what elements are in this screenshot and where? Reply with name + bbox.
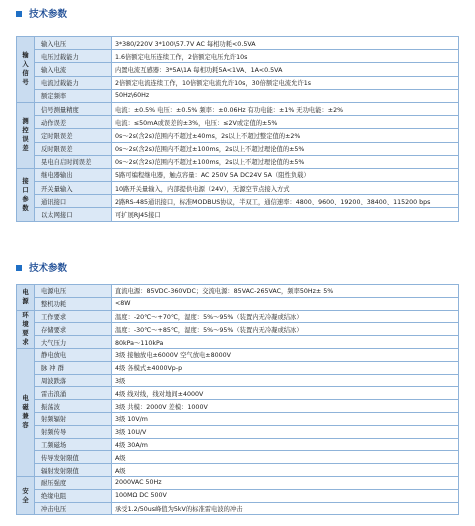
param-name: 工作要求 <box>35 310 112 323</box>
spec-row <box>17 400 459 413</box>
param-name: 通讯接口 <box>35 195 112 208</box>
param-value: 温度：-30℃～+85℃，湿度：5%～95%（装置内无冷凝或结冰） <box>112 323 459 336</box>
param-value: 电流：≤50mA或误差的±3%，电压：≤2V或定值的±5% <box>112 116 459 129</box>
param-value: 3*380/220V 3*100\57.7V AC 每相功耗<0.5VA <box>112 37 459 50</box>
param-value: 0s～2s(含2s)范围内不超过±100ms，2s以上不超过理论值的±5% <box>112 142 459 155</box>
param-name: 晃电自启时间误差 <box>35 155 112 168</box>
category-label: 环境要求 <box>22 312 29 347</box>
section-title-2 <box>16 261 67 277</box>
param-value: 可扩展RJ45接口 <box>112 208 459 221</box>
param-name: 脉 冲 群 <box>35 361 112 374</box>
param-name: 周波跌落 <box>35 374 112 387</box>
category-cell <box>17 476 35 514</box>
spec-row <box>17 502 459 515</box>
square-bullet-icon <box>16 265 22 271</box>
param-name: 继电器输出 <box>35 168 112 181</box>
spec-row <box>17 63 459 76</box>
spec-row <box>17 116 459 129</box>
param-value: 承受1.2/50us峰值为5kV的标准雷电波的冲击 <box>112 502 459 515</box>
param-name: 输入电压 <box>35 37 112 50</box>
param-value: 4级 线对线，线对地间±4000V <box>112 387 459 400</box>
category-label: 安全 <box>22 487 29 504</box>
param-name: 射频辐射 <box>35 412 112 425</box>
spec-table-2 <box>16 284 459 515</box>
param-value: 80kPa～110kPa <box>112 336 459 349</box>
param-name: 信号测量精度 <box>35 102 112 115</box>
param-value: A级 <box>112 451 459 464</box>
spec-row <box>17 142 459 155</box>
spec-row <box>17 476 459 489</box>
param-value: 3级 接触放电±6000V 空气放电±8000V <box>112 348 459 361</box>
param-value: A级 <box>112 464 459 477</box>
spec-table-1-body <box>17 37 459 222</box>
param-value: 直流电源：85VDC-360VDC；交流电源：85VAC-265VAC，频率50Hz± 5% <box>112 285 459 298</box>
param-name: 大气压力 <box>35 336 112 349</box>
spec-row <box>17 195 459 208</box>
spec-row <box>17 310 459 323</box>
param-value: 3级 10V/m <box>112 412 459 425</box>
spec-row <box>17 361 459 374</box>
param-value: 10路开关量输入，内部提供电源（24V），无源空节点接入方式 <box>112 182 459 195</box>
param-name: 电源电压 <box>35 285 112 298</box>
param-name: 绝缘电阻 <box>35 489 112 502</box>
param-value: 2000VAC 50Hz <box>112 476 459 489</box>
param-name: 静电放电 <box>35 348 112 361</box>
spec-row <box>17 37 459 50</box>
param-value: 3级 共模：2000V 差模：1000V <box>112 400 459 413</box>
param-value: 4级 30A/m <box>112 438 459 451</box>
spec-row <box>17 89 459 102</box>
spec-table-1 <box>16 36 459 222</box>
category-label: 电源 <box>22 289 29 306</box>
param-name: 工频磁场 <box>35 438 112 451</box>
param-name: 耐压强度 <box>35 476 112 489</box>
param-name: 定时限误差 <box>35 129 112 142</box>
spec-row <box>17 76 459 89</box>
param-value: 0s～2s(含2s)范围内不超过±40ms，2s以上不超过整定值的±2% <box>112 129 459 142</box>
category-label: 输入信号 <box>22 52 29 87</box>
param-value: 4级 各模式±4000Vp-p <box>112 361 459 374</box>
category-label: 电磁兼容 <box>22 395 29 430</box>
param-name: 传导发射限值 <box>35 451 112 464</box>
section-title-text: 技术参数 <box>29 9 68 20</box>
spec-table-2-body <box>17 285 459 515</box>
category-cell <box>17 310 35 348</box>
spec-row <box>17 489 459 502</box>
spec-row <box>17 182 459 195</box>
spec-row <box>17 464 459 477</box>
param-value: 100MΩ DC 500V <box>112 489 459 502</box>
param-name: 输入电流 <box>35 63 112 76</box>
spec-row <box>17 451 459 464</box>
category-cell <box>17 102 35 168</box>
param-name: 冲击电压 <box>35 502 112 515</box>
category-cell <box>17 285 35 311</box>
param-name: 射频传导 <box>35 425 112 438</box>
param-name: 雷击浪涌 <box>35 387 112 400</box>
spec-row <box>17 155 459 168</box>
param-value: 内置电流互感器：3*5A\1A 每相功耗5A<1VA、1A<0.5VA <box>112 63 459 76</box>
param-value: 50Hz\60Hz <box>112 89 459 102</box>
spec-row <box>17 336 459 349</box>
spec-row <box>17 297 459 310</box>
spec-row <box>17 425 459 438</box>
spec-row <box>17 129 459 142</box>
spec-row <box>17 387 459 400</box>
section-title-text: 技术参数 <box>29 263 68 274</box>
param-value: <8W <box>112 297 459 310</box>
spec-row <box>17 208 459 221</box>
param-value: 3级 10U/V <box>112 425 459 438</box>
param-name: 以太网接口 <box>35 208 112 221</box>
param-value: 电流：±0.5% 电压：±0.5% 频率：±0.06Hz 有功电能：±1% 无功电能：±2% <box>112 102 459 115</box>
param-name: 开关量输入 <box>35 182 112 195</box>
param-name: 振荡波 <box>35 400 112 413</box>
category-label: 测控误差 <box>22 118 29 153</box>
param-value: 2路RS-485通讯接口，标准MODBUS协议，半双工，通信速率：4800、9600、19200、38400、115200 bps <box>112 195 459 208</box>
param-value: 3级 <box>112 374 459 387</box>
param-value: 2倍额定电流连续工作，10倍额定电流允许10s，30倍额定电流允许1s <box>112 76 459 89</box>
spec-row <box>17 323 459 336</box>
param-name: 电流过载能力 <box>35 76 112 89</box>
param-value: 1.6倍额定电压连续工作，2倍额定电压允许10s <box>112 50 459 63</box>
param-name: 辐射发射限值 <box>35 464 112 477</box>
param-value: 0s～2s(含2s)范围内不超过±100ms，2s以上不超过理论值的±5% <box>112 155 459 168</box>
param-name: 电压过载能力 <box>35 50 112 63</box>
param-name: 反时限误差 <box>35 142 112 155</box>
param-name: 整机功耗 <box>35 297 112 310</box>
param-value: 温度：-20℃～+70℃，湿度：5%～95%（装置内无冷凝或结冰） <box>112 310 459 323</box>
spec-row <box>17 348 459 361</box>
spec-row <box>17 50 459 63</box>
category-label: 接口参数 <box>22 177 29 212</box>
spec-row <box>17 168 459 181</box>
spec-row <box>17 102 459 115</box>
param-name: 动作误差 <box>35 116 112 129</box>
spec-row <box>17 412 459 425</box>
param-name: 额定频率 <box>35 89 112 102</box>
param-value: 5路可编程继电器，触点容量：AC 250V 5A DC24V 5A（阻性负载） <box>112 168 459 181</box>
section-title-1 <box>16 7 67 23</box>
category-cell <box>17 348 35 476</box>
spec-row <box>17 374 459 387</box>
spec-row <box>17 285 459 298</box>
param-name: 存储要求 <box>35 323 112 336</box>
square-bullet-icon <box>16 11 22 17</box>
category-cell <box>17 168 35 221</box>
category-cell <box>17 37 35 103</box>
spec-row <box>17 438 459 451</box>
